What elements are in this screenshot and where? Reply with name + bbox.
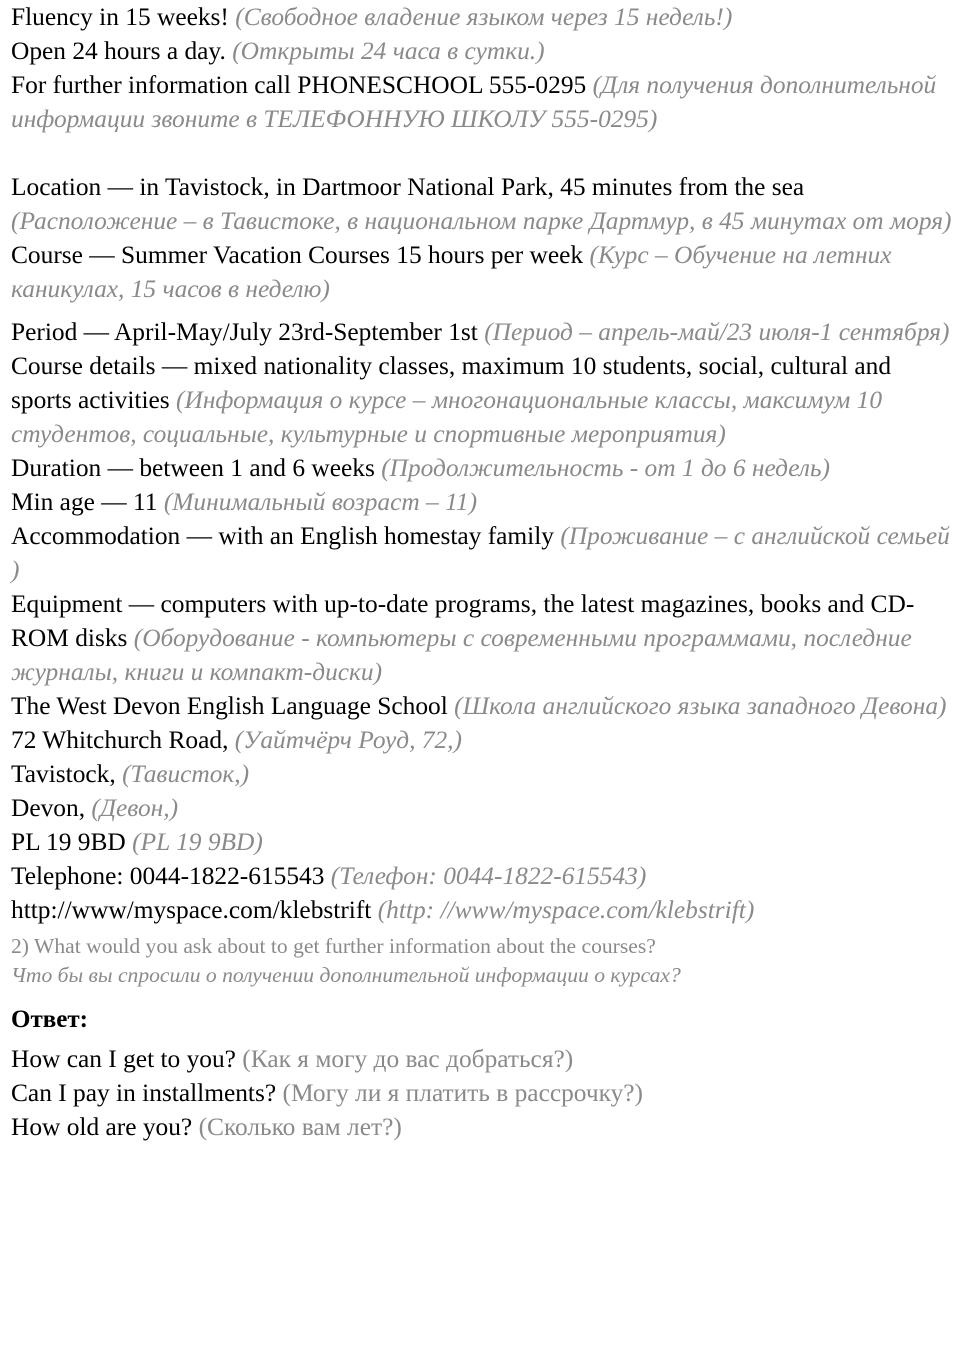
english-text: For further information call PHONESCHOOL 555-0295 (11, 71, 587, 99)
english-text: Accommodation — with an English homestay family (11, 522, 554, 550)
russian-translation: (Продолжительность - от 1 до 6 недель) (381, 454, 830, 482)
answer-heading: Ответ: (11, 1006, 88, 1033)
english-text: How old are you? (11, 1113, 193, 1141)
russian-translation: (Телефон: 0044-1822-615543) (330, 862, 647, 890)
russian-translation: (Свободное владение языком через 15 недель!) (235, 3, 733, 31)
address-line (11, 825, 956, 859)
text-line (11, 68, 956, 136)
russian-translation: (Период – апрель-май/23 июля-1 сентября) (484, 318, 950, 346)
russian-translation: (Могу ли я платить в рассрочку?) (282, 1079, 644, 1107)
detail-line (11, 519, 956, 587)
russian-translation: (Девон,) (91, 794, 179, 822)
english-text: Location — in Tavistock, in Dartmoor National Park, 45 minutes from the sea (11, 173, 805, 201)
english-text: Period — April-May/July 23rd-September 1st (11, 318, 478, 346)
russian-translation: (Сколько вам лет?) (198, 1113, 402, 1141)
english-text: Duration — between 1 and 6 weeks (11, 454, 375, 482)
answer-line (11, 1076, 956, 1110)
english-text: Fluency in 15 weeks! (11, 3, 229, 31)
question-english: 2) What would you ask about to get further information about the courses? (11, 934, 656, 958)
russian-translation: (Минимальный возраст – 11) (163, 488, 478, 516)
english-text: Telephone: 0044-1822-615543 (11, 862, 325, 890)
english-text: Tavistock, (11, 760, 116, 788)
russian-translation: (Как я могу до вас добраться?) (242, 1045, 574, 1073)
answer-line (11, 1110, 956, 1144)
detail-line (11, 451, 956, 485)
detail-line (11, 349, 956, 451)
location-line (11, 170, 956, 238)
english-text: How can I get to you? (11, 1045, 236, 1073)
russian-translation: (Расположение – в Тавистоке, в национальном парке Дартмур, в 45 минутах от моря) (11, 207, 952, 235)
answer-line (11, 1042, 956, 1076)
detail-line (11, 485, 956, 519)
russian-translation: (Открыты 24 часа в сутки.) (232, 37, 545, 65)
text-line (11, 0, 956, 34)
text-line (11, 34, 956, 68)
english-text: Devon, (11, 794, 86, 822)
russian-translation: (Школа английского языка западного Девона) (454, 692, 947, 720)
russian-translation: (Тависток,) (122, 760, 250, 788)
address-line (11, 791, 956, 825)
address-line (11, 723, 956, 757)
russian-translation: (Уайтчёрч Роуд, 72,) (234, 726, 462, 754)
detail-line (11, 315, 956, 349)
russian-translation: (Информация о курсе – многонациональные классы, максимум 10 студентов, социальные, культурные и спортивные мероприятия) (11, 386, 883, 448)
website-line (11, 893, 956, 927)
question-russian: Что бы вы спросили о получении дополнительной информации о курсах? (11, 963, 681, 987)
english-text: Min age — 11 (11, 488, 158, 516)
english-text: Open 24 hours a day. (11, 37, 226, 65)
telephone-line (11, 859, 956, 893)
english-text: Course details — mixed nationality classes, maximum 10 students, social, cultural and sports activities (11, 352, 892, 414)
spacer (11, 136, 956, 170)
russian-translation: (Курс – Обучение на летних каникулах, 15 часов в неделю) (11, 241, 892, 303)
english-text: 72 Whitchurch Road, (11, 726, 229, 754)
russian-translation: (Проживание – с английской семьей ) (11, 522, 950, 584)
russian-translation: (PL 19 9BD) (132, 828, 263, 856)
course-line (11, 238, 956, 306)
english-text: Can I pay in installments? (11, 1079, 277, 1107)
russian-translation: (http: //www/myspace.com/klebstrift) (377, 896, 755, 924)
russian-translation: (Для получения дополнительной информации звоните в ТЕЛЕФОННУЮ ШКОЛУ 555-0295) (11, 71, 937, 133)
english-text: Course — Summer Vacation Courses 15 hours per week (11, 241, 584, 269)
russian-translation: (Оборудование - компьютеры с современными программами, последние журналы, книги и компакт-диски) (11, 624, 912, 686)
english-text: The West Devon English Language School (11, 692, 448, 720)
address-line (11, 757, 956, 791)
english-text: Equipment — computers with up-to-date programs, the latest magazines, books and CD-ROM disks (11, 590, 915, 652)
detail-line (11, 587, 956, 689)
detail-line (11, 689, 956, 723)
english-text: http://www/myspace.com/klebstrift (11, 896, 372, 924)
english-text: PL 19 9BD (11, 828, 126, 856)
spacer (11, 306, 956, 315)
